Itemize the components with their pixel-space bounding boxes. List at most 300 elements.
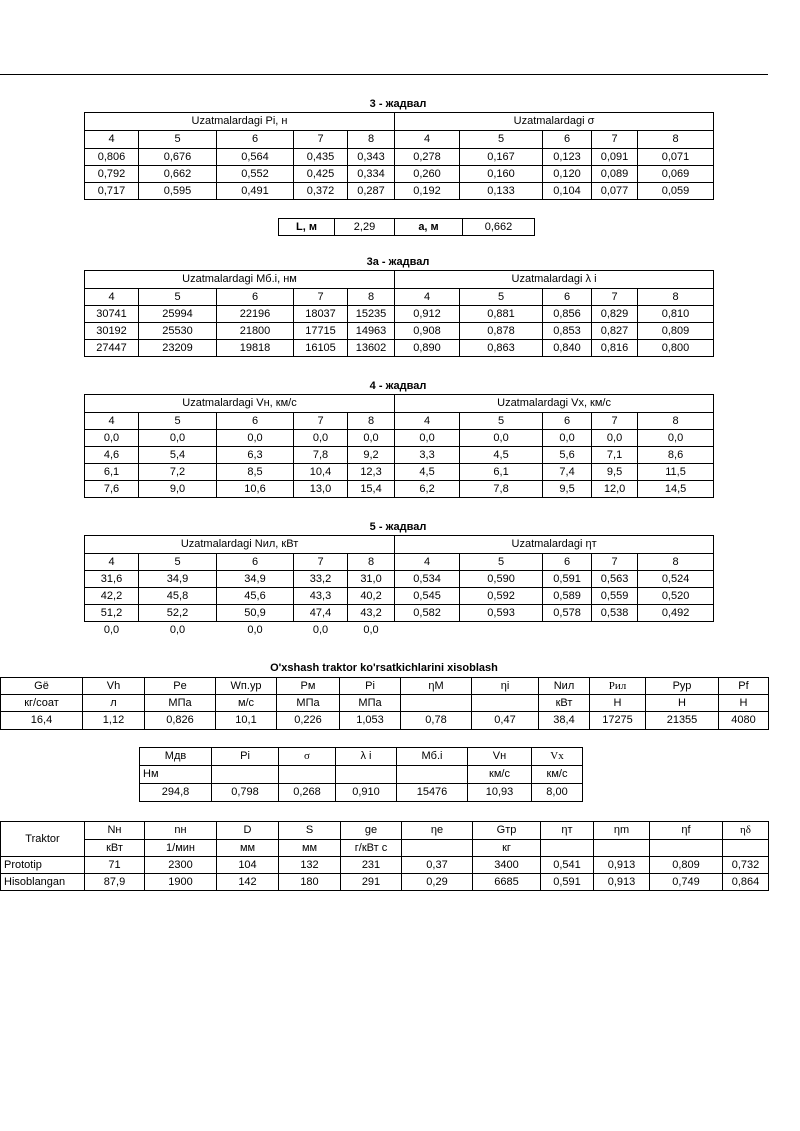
table-4-head-right: Uzatmalardagi Vх, км/с xyxy=(395,395,714,413)
table-6-title: O'xshash traktor ko'rsatkichlarini xisoblash xyxy=(270,662,498,674)
cell: 19818 xyxy=(217,340,294,357)
cell: 0,593 xyxy=(460,605,543,622)
cell: 0,591 xyxy=(543,571,592,588)
unit-cell: МПа xyxy=(277,695,340,712)
a-value: 0,662 xyxy=(463,219,535,236)
cell: 30192 xyxy=(85,323,139,340)
col-head: 8 xyxy=(348,413,395,430)
unit-cell: МПа xyxy=(340,695,401,712)
cell: 1900 xyxy=(145,874,217,891)
cell: 0,091 xyxy=(592,149,638,166)
cell: 0,590 xyxy=(460,571,543,588)
cell: 0,334 xyxy=(348,166,395,183)
value-cell: 0,47 xyxy=(472,712,539,730)
value-cell: 294,8 xyxy=(140,784,212,802)
value-cell: 38,4 xyxy=(539,712,590,730)
col-head: 6 xyxy=(543,413,592,430)
cell: 0,827 xyxy=(592,323,638,340)
col-head: 4 xyxy=(85,413,139,430)
head-cell: Nил xyxy=(539,678,590,695)
cell: 3,3 xyxy=(395,447,460,464)
value-cell: 8,00 xyxy=(532,784,583,802)
unit-cell xyxy=(401,695,472,712)
cell: 0,071 xyxy=(638,149,714,166)
cell: 43,2 xyxy=(348,605,395,622)
cell: 31,0 xyxy=(348,571,395,588)
value-cell: 0,826 xyxy=(145,712,216,730)
cell: 0,492 xyxy=(638,605,714,622)
cell: 0,0 xyxy=(638,430,714,447)
L-label: L, м xyxy=(279,219,335,236)
value-cell: 0,78 xyxy=(401,712,472,730)
cell: 0,278 xyxy=(395,149,460,166)
cell: 5,6 xyxy=(543,447,592,464)
col-head: 8 xyxy=(348,289,395,306)
head-cell: ηm xyxy=(594,822,650,840)
cell: 31,6 xyxy=(85,571,139,588)
table-3a-title: 3а - жадвал xyxy=(366,256,430,268)
cell: 0,0 xyxy=(592,430,638,447)
cell: 0,881 xyxy=(460,306,543,323)
unit-cell: кг xyxy=(473,840,541,857)
table-4-title: 4 - жадвал xyxy=(369,380,427,392)
unit-cell xyxy=(594,840,650,857)
col-head: 7 xyxy=(294,413,348,430)
cell: 0,0 xyxy=(247,623,263,636)
cell: 142 xyxy=(217,874,279,891)
a-label: a, м xyxy=(395,219,463,236)
cell: 18037 xyxy=(294,306,348,323)
unit-cell: км/с xyxy=(532,766,583,784)
cell: 34,9 xyxy=(139,571,217,588)
cell: 25530 xyxy=(139,323,217,340)
cell: 0,676 xyxy=(139,149,217,166)
cell: 0,192 xyxy=(395,183,460,200)
col-head: 5 xyxy=(460,131,543,149)
cell: 7,4 xyxy=(543,464,592,481)
head-cell: Gё xyxy=(1,678,83,695)
unit-cell xyxy=(402,840,473,857)
unit-cell: л xyxy=(83,695,145,712)
cell: 0,592 xyxy=(460,588,543,605)
head-cell: ηf xyxy=(650,822,723,840)
cell: 0,260 xyxy=(395,166,460,183)
cell: 0,552 xyxy=(217,166,294,183)
table-3a-head-left: Uzatmalardagi Mб.i, нм xyxy=(85,271,395,289)
cell: 52,2 xyxy=(139,605,217,622)
col-head: 7 xyxy=(294,554,348,571)
cell: 0,800 xyxy=(638,340,714,357)
value-cell: 1,053 xyxy=(340,712,401,730)
cell: 9,5 xyxy=(592,464,638,481)
cell: 34,9 xyxy=(217,571,294,588)
unit-cell: Н xyxy=(590,695,646,712)
unit-cell: Н xyxy=(646,695,719,712)
cell: 14963 xyxy=(348,323,395,340)
col-head: 7 xyxy=(294,131,348,149)
cell: 0,491 xyxy=(217,183,294,200)
cell: 0,160 xyxy=(460,166,543,183)
cell: 40,2 xyxy=(348,588,395,605)
cell: 0,809 xyxy=(650,857,723,874)
head-cell: ηe xyxy=(402,822,473,840)
unit-cell xyxy=(723,840,769,857)
cell: 0,591 xyxy=(541,874,594,891)
cell: 7,6 xyxy=(85,481,139,498)
cell: 13602 xyxy=(348,340,395,357)
col-head: 4 xyxy=(85,554,139,571)
unit-cell xyxy=(397,766,468,784)
table-8 xyxy=(0,821,769,891)
unit-cell xyxy=(212,766,279,784)
cell: 50,9 xyxy=(217,605,294,622)
cell: 0,538 xyxy=(592,605,638,622)
col-head: 8 xyxy=(638,289,714,306)
cell: 180 xyxy=(279,874,341,891)
cell: 10,6 xyxy=(217,481,294,498)
unit-cell: кВт xyxy=(85,840,145,857)
cell: 71 xyxy=(85,857,145,874)
unit-cell xyxy=(650,840,723,857)
col-head: 4 xyxy=(85,131,139,149)
value-cell: 1,12 xyxy=(83,712,145,730)
cell: 0,816 xyxy=(592,340,638,357)
col-head: 5 xyxy=(139,289,217,306)
head-cell: Pf xyxy=(719,678,769,695)
head-cell: Nн xyxy=(85,822,145,840)
cell: 0,863 xyxy=(460,340,543,357)
cell: 43,3 xyxy=(294,588,348,605)
cell: 0,425 xyxy=(294,166,348,183)
head-cell: ηi xyxy=(472,678,539,695)
head-cell: λ i xyxy=(336,748,397,766)
cell: 9,0 xyxy=(139,481,217,498)
cell: 0,662 xyxy=(139,166,217,183)
cell: 0,541 xyxy=(541,857,594,874)
cell: 4,6 xyxy=(85,447,139,464)
head-cell: Pi xyxy=(212,748,279,766)
unit-cell xyxy=(541,840,594,857)
value-cell: 16,4 xyxy=(1,712,83,730)
unit-cell: км/с xyxy=(468,766,532,784)
cell: 0,840 xyxy=(543,340,592,357)
value-cell: 0,910 xyxy=(336,784,397,802)
cell: 0,878 xyxy=(460,323,543,340)
head-cell: Pe xyxy=(145,678,216,695)
table-3-head-left: Uzatmalardagi Pi, н xyxy=(85,113,395,131)
cell: 0,0 xyxy=(85,430,139,447)
cell: 0,545 xyxy=(395,588,460,605)
head-cell: Mб.i xyxy=(397,748,468,766)
col-head: 8 xyxy=(638,554,714,571)
cell: 12,0 xyxy=(592,481,638,498)
cell: 0,37 xyxy=(402,857,473,874)
L-value: 2,29 xyxy=(335,219,395,236)
cell: 21800 xyxy=(217,323,294,340)
cell: 0,167 xyxy=(460,149,543,166)
unit-cell: Н xyxy=(719,695,769,712)
cell: 0,559 xyxy=(592,588,638,605)
col-head: 4 xyxy=(395,554,460,571)
unit-cell: мм xyxy=(279,840,341,857)
col-head: 5 xyxy=(139,131,217,149)
col-head: 5 xyxy=(139,554,217,571)
cell: 0,913 xyxy=(594,857,650,874)
traktor-head: Traktor xyxy=(1,822,85,857)
cell: 0,578 xyxy=(543,605,592,622)
cell: 45,8 xyxy=(139,588,217,605)
cell: 8,6 xyxy=(638,447,714,464)
value-cell: 0,798 xyxy=(212,784,279,802)
head-cell: Рил xyxy=(590,678,646,695)
cell: 0,0 xyxy=(460,430,543,447)
unit-cell: мм xyxy=(217,840,279,857)
cell: 16105 xyxy=(294,340,348,357)
cell: 9,2 xyxy=(348,447,395,464)
cell: 0,908 xyxy=(395,323,460,340)
cell: 0,717 xyxy=(85,183,139,200)
cell: 0,0 xyxy=(217,430,294,447)
col-head: 4 xyxy=(395,413,460,430)
cell: 7,2 xyxy=(139,464,217,481)
cell: 0,069 xyxy=(638,166,714,183)
col-head: 5 xyxy=(460,289,543,306)
cell: 0,890 xyxy=(395,340,460,357)
col-head: 7 xyxy=(592,554,638,571)
cell: 6,1 xyxy=(460,464,543,481)
cell: 0,595 xyxy=(139,183,217,200)
cell: 6,2 xyxy=(395,481,460,498)
cell: 10,4 xyxy=(294,464,348,481)
value-cell: 15476 xyxy=(397,784,468,802)
col-head: 4 xyxy=(85,289,139,306)
table-6 xyxy=(0,677,769,730)
col-head: 6 xyxy=(543,131,592,149)
table-3a xyxy=(84,270,714,357)
head-cell: Pур xyxy=(646,678,719,695)
cell: 87,9 xyxy=(85,874,145,891)
table-5-head-right: Uzatmalardagi ηт xyxy=(395,536,714,554)
head-cell: Vн xyxy=(468,748,532,766)
cell: 0,913 xyxy=(594,874,650,891)
unit-cell xyxy=(472,695,539,712)
cell: 0,563 xyxy=(592,571,638,588)
head-cell: Mдв xyxy=(140,748,212,766)
cell: 0,120 xyxy=(543,166,592,183)
unit-cell xyxy=(336,766,397,784)
col-head: 7 xyxy=(294,289,348,306)
cell: 7,8 xyxy=(460,481,543,498)
row-name: Hisoblangan xyxy=(1,874,85,891)
table-3a-head-right: Uzatmalardagi λ i xyxy=(395,271,714,289)
cell: 14,5 xyxy=(638,481,714,498)
cell: 9,5 xyxy=(543,481,592,498)
col-head: 5 xyxy=(460,554,543,571)
unit-cell: 1/мин xyxy=(145,840,217,857)
unit-cell: м/с xyxy=(216,695,277,712)
cell: 0,123 xyxy=(543,149,592,166)
value-cell: 21355 xyxy=(646,712,719,730)
col-head: 7 xyxy=(592,289,638,306)
cell: 0,0 xyxy=(312,623,329,636)
table-7 xyxy=(139,747,583,802)
head-cell: ηδ xyxy=(723,822,769,840)
table-5-title: 5 - жадвал xyxy=(369,521,427,533)
cell: 0,104 xyxy=(543,183,592,200)
cell: 0,864 xyxy=(723,874,769,891)
value-cell: 10,1 xyxy=(216,712,277,730)
col-head: 4 xyxy=(395,289,460,306)
col-head: 6 xyxy=(543,554,592,571)
head-cell: ηМ xyxy=(401,678,472,695)
cell: 6,3 xyxy=(217,447,294,464)
cell: 0,077 xyxy=(592,183,638,200)
head-cell: Vh xyxy=(83,678,145,695)
cell: 7,1 xyxy=(592,447,638,464)
col-head: 8 xyxy=(638,413,714,430)
cell: 27447 xyxy=(85,340,139,357)
cell: 0,534 xyxy=(395,571,460,588)
cell: 0,912 xyxy=(395,306,460,323)
unit-cell: кг/соат xyxy=(1,695,83,712)
table-5-head-left: Uzatmalardagi Nил, кВт xyxy=(85,536,395,554)
header-rule xyxy=(0,74,768,75)
unit-cell: МПа xyxy=(145,695,216,712)
row-name: Prototip xyxy=(1,857,85,874)
value-cell: 17275 xyxy=(590,712,646,730)
table-5 xyxy=(84,535,714,639)
cell: 0,089 xyxy=(592,166,638,183)
head-cell: σ xyxy=(279,748,336,766)
cell: 0,133 xyxy=(460,183,543,200)
cell: 0,059 xyxy=(638,183,714,200)
cell: 0,435 xyxy=(294,149,348,166)
head-cell: Gтр xyxy=(473,822,541,840)
value-cell: 0,268 xyxy=(279,784,336,802)
cell: 132 xyxy=(279,857,341,874)
head-cell: Vх xyxy=(532,748,583,766)
cell: 6,1 xyxy=(85,464,139,481)
cell: 0,589 xyxy=(543,588,592,605)
table-3-head-right: Uzatmalardagi σ xyxy=(395,113,714,131)
cell: 7,8 xyxy=(294,447,348,464)
col-head: 6 xyxy=(543,289,592,306)
cell: 0,856 xyxy=(543,306,592,323)
cell: 47,4 xyxy=(294,605,348,622)
head-cell: Pм xyxy=(277,678,340,695)
cell: 0,806 xyxy=(85,149,139,166)
cell: 42,2 xyxy=(85,588,139,605)
cell: 5,4 xyxy=(139,447,217,464)
cell: 0,0 xyxy=(395,430,460,447)
col-head: 8 xyxy=(348,554,395,571)
value-cell: 4080 xyxy=(719,712,769,730)
cell: 0,582 xyxy=(395,605,460,622)
cell: 2300 xyxy=(145,857,217,874)
cell: 15235 xyxy=(348,306,395,323)
col-head: 6 xyxy=(217,413,294,430)
cell: 11,5 xyxy=(638,464,714,481)
cell: 291 xyxy=(341,874,402,891)
cell: 22196 xyxy=(217,306,294,323)
cell: 12,3 xyxy=(348,464,395,481)
cell: 0,749 xyxy=(650,874,723,891)
cell: 0,0 xyxy=(348,430,395,447)
cell: 0,520 xyxy=(638,588,714,605)
cell: 0,29 xyxy=(402,874,473,891)
col-head: 4 xyxy=(395,131,460,149)
cell: 0,829 xyxy=(592,306,638,323)
table-3-title: 3 - жадвал xyxy=(369,98,427,110)
cell: 51,2 xyxy=(85,605,139,622)
cell: 33,2 xyxy=(294,571,348,588)
cell: 23209 xyxy=(139,340,217,357)
head-cell: nн xyxy=(145,822,217,840)
cell: 231 xyxy=(341,857,402,874)
cell: 0,853 xyxy=(543,323,592,340)
table-4 xyxy=(84,394,714,498)
cell: 30741 xyxy=(85,306,139,323)
cell: 45,6 xyxy=(217,588,294,605)
col-head: 5 xyxy=(460,413,543,430)
cell: 0,792 xyxy=(85,166,139,183)
unit-cell: Нм xyxy=(140,766,212,784)
cell: 15,4 xyxy=(348,481,395,498)
cell: 104 xyxy=(217,857,279,874)
cell: 0,372 xyxy=(294,183,348,200)
cell: 0,343 xyxy=(348,149,395,166)
head-cell: Pi xyxy=(340,678,401,695)
head-cell: ηт xyxy=(541,822,594,840)
cell: 0,0 xyxy=(363,623,379,636)
col-head: 6 xyxy=(217,131,294,149)
cell: 0,0 xyxy=(139,430,217,447)
cell: 3400 xyxy=(473,857,541,874)
cell: 0,0 xyxy=(294,430,348,447)
cell: 0,287 xyxy=(348,183,395,200)
cell: 0,524 xyxy=(638,571,714,588)
cell: 0,809 xyxy=(638,323,714,340)
col-head: 6 xyxy=(217,554,294,571)
head-cell: D xyxy=(217,822,279,840)
cell: 17715 xyxy=(294,323,348,340)
col-head: 7 xyxy=(592,413,638,430)
cell: 0,0 xyxy=(543,430,592,447)
head-cell: ge xyxy=(341,822,402,840)
cell: 0,564 xyxy=(217,149,294,166)
col-head: 8 xyxy=(638,131,714,149)
table-4-head-left: Uzatmalardagi Vн, км/с xyxy=(85,395,395,413)
unit-cell xyxy=(279,766,336,784)
cell: 0,810 xyxy=(638,306,714,323)
cell: 0,0 xyxy=(169,623,186,636)
head-cell: S xyxy=(279,822,341,840)
col-head: 6 xyxy=(217,289,294,306)
cell: 8,5 xyxy=(217,464,294,481)
value-cell: 0,226 xyxy=(277,712,340,730)
head-cell: Wп.ур xyxy=(216,678,277,695)
la-table xyxy=(278,218,535,236)
cell: 4,5 xyxy=(460,447,543,464)
table-3 xyxy=(84,112,714,200)
cell: 0,0 xyxy=(103,623,120,636)
col-head: 8 xyxy=(348,131,395,149)
cell: 6685 xyxy=(473,874,541,891)
col-head: 7 xyxy=(592,131,638,149)
cell: 25994 xyxy=(139,306,217,323)
cell: 4,5 xyxy=(395,464,460,481)
unit-cell: кВт xyxy=(539,695,590,712)
